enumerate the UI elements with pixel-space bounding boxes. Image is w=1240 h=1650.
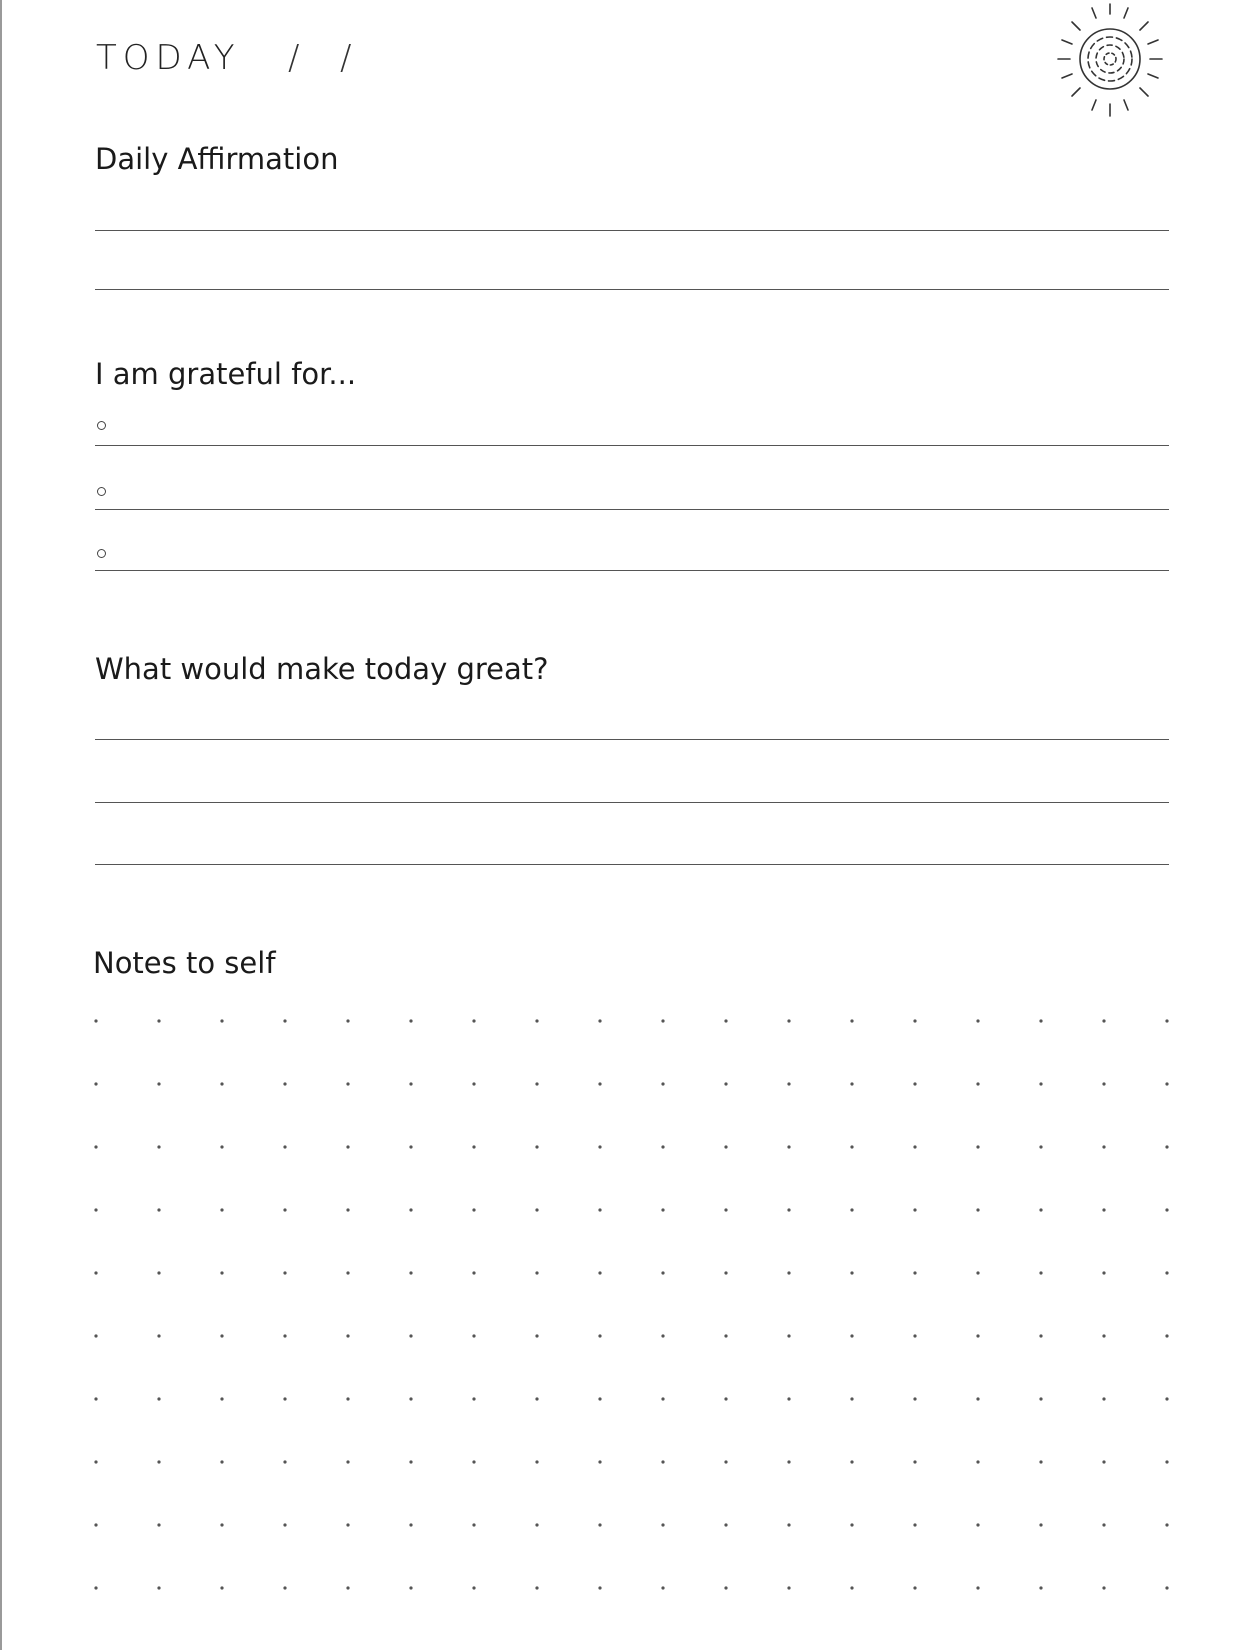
grid-dot bbox=[535, 1460, 538, 1463]
grid-dot bbox=[1102, 1271, 1105, 1274]
grid-dot bbox=[535, 1397, 538, 1400]
grid-dot bbox=[472, 1145, 475, 1148]
grid-dot bbox=[976, 1208, 979, 1211]
grid-dot bbox=[661, 1586, 664, 1589]
grid-dot bbox=[787, 1208, 790, 1211]
grid-dot bbox=[1039, 1523, 1042, 1526]
grid-dot bbox=[976, 1145, 979, 1148]
grid-dot bbox=[598, 1460, 601, 1463]
grid-dot bbox=[1039, 1334, 1042, 1337]
grid-dot bbox=[283, 1082, 286, 1085]
grid-dot bbox=[409, 1145, 412, 1148]
grid-dot bbox=[1102, 1523, 1105, 1526]
grid-dot bbox=[94, 1460, 97, 1463]
grid-dot bbox=[724, 1208, 727, 1211]
grid-dot bbox=[976, 1082, 979, 1085]
grid-dot bbox=[1039, 1397, 1042, 1400]
grid-dot bbox=[976, 1586, 979, 1589]
grid-dot bbox=[661, 1208, 664, 1211]
page-title: TODAY bbox=[96, 38, 241, 78]
grid-dot bbox=[346, 1082, 349, 1085]
grid-dot bbox=[220, 1082, 223, 1085]
grid-dot bbox=[409, 1586, 412, 1589]
grid-dot bbox=[850, 1208, 853, 1211]
grid-dot bbox=[157, 1334, 160, 1337]
grid-dot bbox=[535, 1145, 538, 1148]
grid-dot bbox=[535, 1334, 538, 1337]
grid-dot bbox=[661, 1460, 664, 1463]
grid-dot bbox=[1039, 1145, 1042, 1148]
grid-dot bbox=[472, 1460, 475, 1463]
grid-dot bbox=[850, 1019, 853, 1022]
grid-dot bbox=[94, 1208, 97, 1211]
grid-dot bbox=[94, 1082, 97, 1085]
grid-dot bbox=[598, 1586, 601, 1589]
grid-dot bbox=[787, 1334, 790, 1337]
grid-dot bbox=[346, 1019, 349, 1022]
date-separator-2: / bbox=[340, 38, 352, 78]
grid-dot bbox=[409, 1019, 412, 1022]
grid-dot bbox=[913, 1271, 916, 1274]
grid-dot bbox=[472, 1208, 475, 1211]
grid-dot bbox=[787, 1397, 790, 1400]
grid-dot bbox=[598, 1019, 601, 1022]
grid-dot bbox=[346, 1586, 349, 1589]
grid-dot bbox=[1165, 1586, 1168, 1589]
grid-dot bbox=[220, 1145, 223, 1148]
grid-dot bbox=[535, 1271, 538, 1274]
grid-dot bbox=[598, 1082, 601, 1085]
grid-dot bbox=[535, 1208, 538, 1211]
grid-dot bbox=[472, 1019, 475, 1022]
grid-dot bbox=[1102, 1397, 1105, 1400]
grid-dot bbox=[976, 1523, 979, 1526]
grid-dot bbox=[220, 1271, 223, 1274]
grid-dot bbox=[1102, 1019, 1105, 1022]
grid-dot bbox=[409, 1271, 412, 1274]
grid-dot bbox=[283, 1397, 286, 1400]
grid-dot bbox=[220, 1019, 223, 1022]
grid-dot bbox=[283, 1586, 286, 1589]
grid-dot bbox=[913, 1523, 916, 1526]
grid-dot bbox=[850, 1586, 853, 1589]
grid-dot bbox=[1102, 1586, 1105, 1589]
notes-title: Notes to self bbox=[93, 946, 276, 980]
grid-dot bbox=[1165, 1334, 1168, 1337]
grid-dot bbox=[220, 1460, 223, 1463]
grid-dot bbox=[535, 1019, 538, 1022]
great-day-title: What would make today great? bbox=[95, 652, 549, 686]
grid-dot bbox=[913, 1586, 916, 1589]
grid-dot bbox=[157, 1397, 160, 1400]
grid-dot bbox=[283, 1523, 286, 1526]
grid-dot bbox=[220, 1586, 223, 1589]
grid-dot bbox=[535, 1082, 538, 1085]
grid-dot bbox=[1165, 1460, 1168, 1463]
grid-dot bbox=[913, 1334, 916, 1337]
grid-dot bbox=[1102, 1208, 1105, 1211]
grid-dot bbox=[94, 1271, 97, 1274]
grid-dot bbox=[598, 1523, 601, 1526]
grid-dot bbox=[1165, 1523, 1168, 1526]
grid-dot bbox=[94, 1523, 97, 1526]
grid-dot bbox=[472, 1271, 475, 1274]
grid-dot bbox=[913, 1397, 916, 1400]
grid-dot bbox=[850, 1082, 853, 1085]
grid-dot bbox=[346, 1460, 349, 1463]
grid-dot bbox=[283, 1334, 286, 1337]
grid-dot bbox=[598, 1334, 601, 1337]
grid-dot bbox=[724, 1460, 727, 1463]
grid-dot bbox=[409, 1208, 412, 1211]
grid-dot bbox=[157, 1460, 160, 1463]
grid-dot bbox=[157, 1145, 160, 1148]
grid-dot bbox=[1102, 1334, 1105, 1337]
grid-dot bbox=[1039, 1019, 1042, 1022]
grid-dot bbox=[220, 1397, 223, 1400]
grid-dot bbox=[220, 1334, 223, 1337]
grid-dot bbox=[472, 1523, 475, 1526]
grid-dot bbox=[661, 1397, 664, 1400]
grid-dot bbox=[157, 1019, 160, 1022]
grid-dot bbox=[724, 1271, 727, 1274]
grid-dot bbox=[346, 1145, 349, 1148]
grid-dot bbox=[409, 1082, 412, 1085]
grid-dot bbox=[913, 1460, 916, 1463]
grid-dot bbox=[661, 1271, 664, 1274]
grid-dot bbox=[661, 1523, 664, 1526]
grid-dot bbox=[787, 1145, 790, 1148]
gratitude-title: I am grateful for... bbox=[95, 357, 357, 391]
grid-dot bbox=[94, 1145, 97, 1148]
grid-dot bbox=[724, 1145, 727, 1148]
grid-dot bbox=[409, 1460, 412, 1463]
grid-dot bbox=[1039, 1460, 1042, 1463]
grid-dot bbox=[1165, 1082, 1168, 1085]
grid-dot bbox=[850, 1271, 853, 1274]
grid-dot bbox=[409, 1397, 412, 1400]
grid-dot bbox=[157, 1271, 160, 1274]
grid-dot bbox=[472, 1397, 475, 1400]
grid-dot bbox=[346, 1271, 349, 1274]
grid-dot bbox=[1165, 1208, 1168, 1211]
grid-dot bbox=[913, 1019, 916, 1022]
grid-dot bbox=[472, 1586, 475, 1589]
grid-dot bbox=[157, 1208, 160, 1211]
grid-dot bbox=[94, 1334, 97, 1337]
grid-dot bbox=[346, 1208, 349, 1211]
grid-dot bbox=[1102, 1145, 1105, 1148]
grid-dot bbox=[850, 1334, 853, 1337]
grid-dot bbox=[724, 1397, 727, 1400]
grid-dot bbox=[787, 1460, 790, 1463]
grid-dot bbox=[1165, 1397, 1168, 1400]
grid-dot bbox=[850, 1145, 853, 1148]
grid-dot bbox=[724, 1523, 727, 1526]
grid-dot bbox=[661, 1334, 664, 1337]
grid-dot bbox=[661, 1082, 664, 1085]
grid-dot bbox=[157, 1586, 160, 1589]
grid-dot bbox=[598, 1145, 601, 1148]
grid-dot bbox=[1165, 1145, 1168, 1148]
grid-dot bbox=[346, 1523, 349, 1526]
grid-dot bbox=[598, 1208, 601, 1211]
grid-dot bbox=[976, 1334, 979, 1337]
grid-dot bbox=[472, 1334, 475, 1337]
grid-dot bbox=[283, 1019, 286, 1022]
grid-dot bbox=[661, 1019, 664, 1022]
grid-dot bbox=[220, 1208, 223, 1211]
grid-dot bbox=[283, 1460, 286, 1463]
grid-dot bbox=[346, 1397, 349, 1400]
grid-dot bbox=[283, 1208, 286, 1211]
affirmation-title: Daily Affirmation bbox=[95, 142, 339, 176]
grid-dot bbox=[850, 1523, 853, 1526]
grid-dot bbox=[787, 1523, 790, 1526]
grid-dot bbox=[1165, 1271, 1168, 1274]
grid-dot bbox=[598, 1397, 601, 1400]
grid-dot bbox=[1039, 1586, 1042, 1589]
grid-dot bbox=[1165, 1019, 1168, 1022]
grid-dot bbox=[787, 1586, 790, 1589]
date-separator-1: / bbox=[288, 38, 300, 78]
grid-dot bbox=[976, 1019, 979, 1022]
grid-dot bbox=[94, 1019, 97, 1022]
grid-dot bbox=[346, 1334, 349, 1337]
grid-dot bbox=[850, 1397, 853, 1400]
grid-dot bbox=[598, 1271, 601, 1274]
grid-dot bbox=[1039, 1208, 1042, 1211]
grid-dot bbox=[157, 1523, 160, 1526]
grid-dot bbox=[724, 1019, 727, 1022]
grid-dot bbox=[94, 1397, 97, 1400]
grid-dot bbox=[1102, 1082, 1105, 1085]
grid-dot bbox=[850, 1460, 853, 1463]
grid-dot bbox=[976, 1271, 979, 1274]
grid-dot bbox=[1039, 1271, 1042, 1274]
grid-dot bbox=[976, 1460, 979, 1463]
grid-dot bbox=[913, 1145, 916, 1148]
grid-dot bbox=[409, 1523, 412, 1526]
grid-dot bbox=[220, 1523, 223, 1526]
grid-dot bbox=[94, 1586, 97, 1589]
grid-dot bbox=[787, 1082, 790, 1085]
grid-dot bbox=[535, 1523, 538, 1526]
grid-dot bbox=[535, 1586, 538, 1589]
grid-dot bbox=[787, 1019, 790, 1022]
grid-dot bbox=[787, 1271, 790, 1274]
grid-dot bbox=[913, 1208, 916, 1211]
grid-dot bbox=[724, 1334, 727, 1337]
grid-dot bbox=[472, 1082, 475, 1085]
grid-dot bbox=[1039, 1082, 1042, 1085]
grid-dot bbox=[409, 1334, 412, 1337]
grid-dot bbox=[661, 1145, 664, 1148]
grid-dot bbox=[283, 1271, 286, 1274]
grid-dot bbox=[157, 1082, 160, 1085]
grid-dot bbox=[976, 1397, 979, 1400]
grid-dot bbox=[1102, 1460, 1105, 1463]
grid-dot bbox=[913, 1082, 916, 1085]
grid-dot bbox=[724, 1586, 727, 1589]
grid-dot bbox=[724, 1082, 727, 1085]
grid-dot bbox=[283, 1145, 286, 1148]
